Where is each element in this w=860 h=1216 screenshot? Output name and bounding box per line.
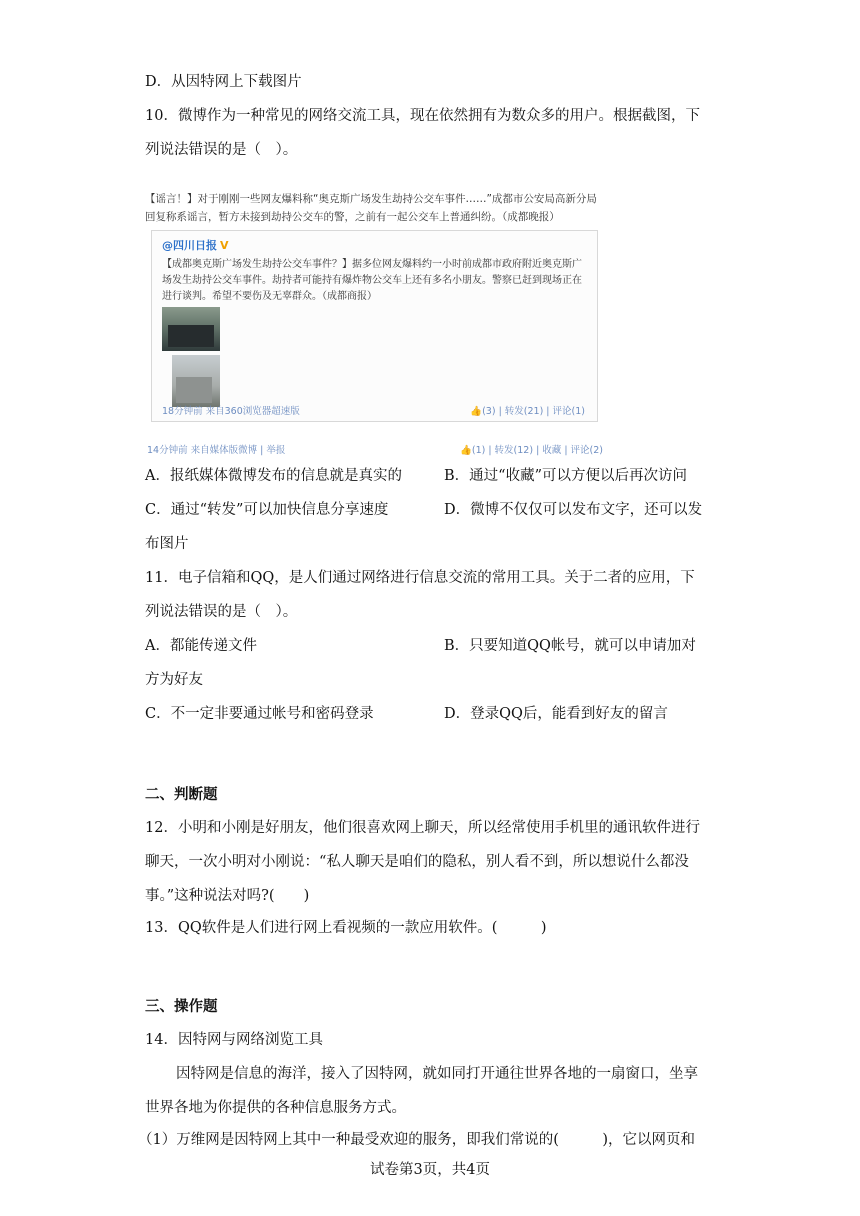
- inner-actions: 👍(3) | 转发(21) | 评论(1): [470, 406, 585, 417]
- paragraph-1-line1: 因特网是信息的海洋，接入了因特网，就如同打开通往世界各地的一扇窗口，坐享: [176, 1066, 698, 1082]
- paragraph-1-line2: 世界各地为你提供的各种信息服务方式。: [145, 1100, 406, 1116]
- option-d-q9: D．从因特网上下载图片: [145, 74, 302, 90]
- option-d-q10-cont: 布图片: [145, 536, 189, 552]
- outer-actions: 👍(1) | 转发(12) | 收藏 | 评论(2): [460, 445, 603, 456]
- weibo-post-card: [151, 230, 598, 422]
- weibo-screenshot-figure: [143, 190, 607, 460]
- option-b-q11-cont: 方为好友: [145, 672, 203, 688]
- question-11-line2: 列说法错误的是（ ）。: [145, 604, 298, 620]
- option-d-q11: D．登录QQ后，能看到好友的留言: [444, 706, 668, 722]
- question-13: 13．QQ软件是人们进行网上看视频的一款应用软件。( ): [145, 920, 547, 936]
- rumor-notice: 【谣言！】对于刚刚一些网友爆料称“奥克斯广场发生劫持公交车事件……”成都市公安局高新分局回复称系谣言，暂方未接到劫持公交车的警，之前有一起公交车上普通纠纷。（成都晚报）: [145, 193, 597, 223]
- question-10-line2: 列说法错误的是（ ）。: [145, 142, 298, 158]
- outer-meta: 14分钟前 来自媒体版微博 | 举报: [147, 445, 286, 456]
- page-footer: 试卷第3页，共4页: [370, 1162, 490, 1178]
- question-12-line1: 12．小明和小刚是好朋友，他们很喜欢网上聊天，所以经常使用手机里的通讯软件进行: [145, 820, 700, 836]
- inner-meta: 18分钟前 来自360浏览器超速版: [162, 406, 300, 417]
- question-14: 14．因特网与网络浏览工具: [145, 1032, 323, 1048]
- option-d-q10: D．微博不仅仅可以发布文字，还可以发: [444, 502, 703, 518]
- account-name: [162, 237, 229, 253]
- option-c-q11: C．不一定非要通过帐号和密码登录: [145, 706, 374, 722]
- question-12-line3: 事。”这种说法对吗?( ): [145, 888, 310, 904]
- question-12-line2: 聊天，一次小明对小刚说：“私人聊天是咱们的隐私，别人看不到，所以想说什么都没: [145, 854, 689, 870]
- option-b-q10: B．通过“收藏”可以方便以后再次访问: [444, 468, 687, 484]
- post-photo-2: [172, 355, 220, 407]
- section-3-heading: 三、操作题: [145, 998, 218, 1015]
- option-b-q11: B．只要知道QQ帐号，就可以申请加对: [444, 638, 696, 654]
- section-2-heading: 二、判断题: [145, 786, 218, 803]
- option-a-q10: A．报纸媒体微博发布的信息就是真实的: [145, 468, 402, 484]
- option-a-q11: A．都能传递文件: [145, 638, 257, 654]
- post-photo-1: [162, 307, 220, 351]
- post-text: 【成都奥克斯广场发生劫持公交车事件？】据多位网友爆料约一小时前成都市政府附近奥克斯广场发生劫持公交车事件。劫持者可能持有爆炸物公交车上还有多名小朋友。警察已赶到现场正在进行谈判。希望不要伤及无辜群众。（成都商报）: [162, 259, 582, 302]
- option-c-q10: C．通过“转发”可以加快信息分享速度: [145, 502, 389, 518]
- subquestion-1: （1）万维网是因特网上其中一种最受欢迎的服务，即我们常说的( )，它以网页和: [138, 1132, 696, 1148]
- account-label: @四川日报: [162, 239, 217, 252]
- verified-icon: V: [220, 239, 229, 252]
- question-10-line1: 10．微博作为一种常见的网络交流工具，现在依然拥有为数众多的用户。根据截图，下: [145, 108, 700, 124]
- question-11-line1: 11．电子信箱和QQ，是人们通过网络进行信息交流的常用工具。关于二者的应用，下: [145, 570, 695, 586]
